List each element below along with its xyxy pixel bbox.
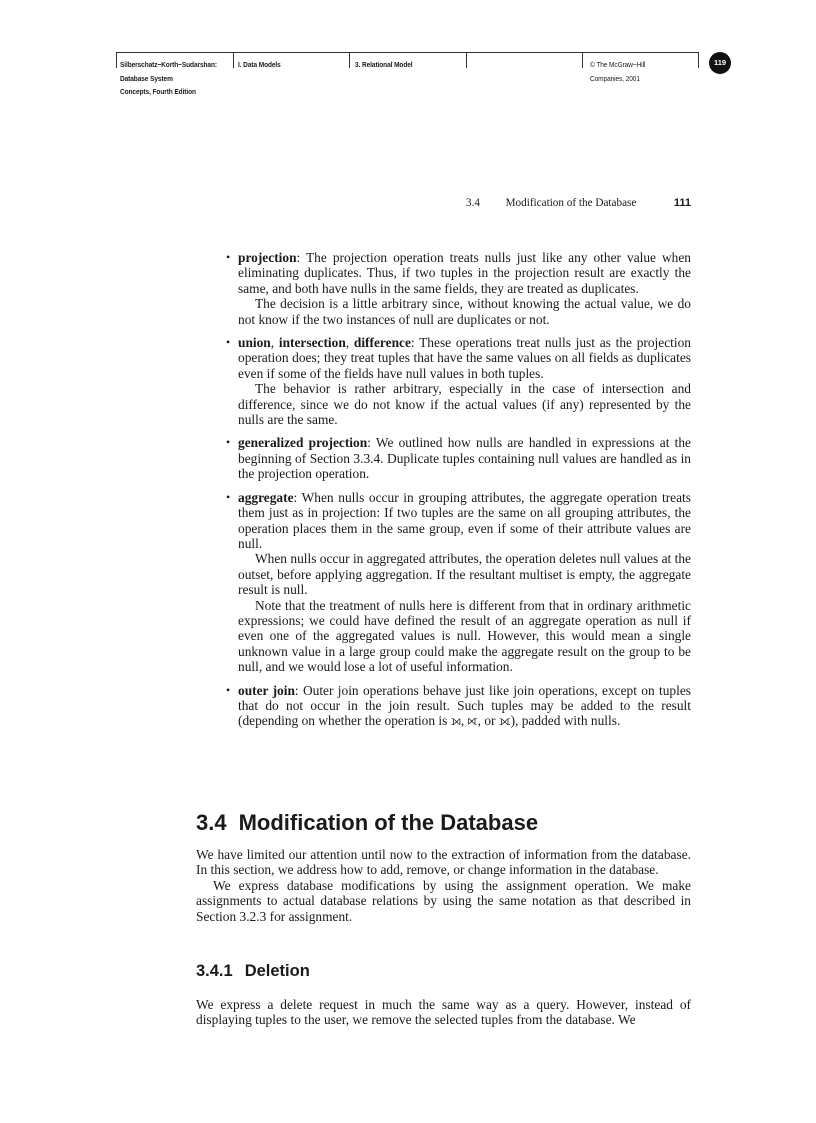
term-difference: difference <box>353 335 411 351</box>
header-edition: Concepts, Fourth Edition <box>120 87 196 96</box>
header-rule <box>116 52 698 53</box>
bullet-icon: • <box>226 250 231 264</box>
term-outer-join: outer join <box>238 682 295 698</box>
null-handling-list <box>222 250 691 737</box>
header-copyright-line2: Companies, 2001 <box>590 73 640 83</box>
running-head-title: Modification of the Database <box>505 197 637 209</box>
list-item <box>222 250 691 327</box>
header-divider <box>233 52 234 68</box>
item-text: : We outlined how nulls are handled in expressions at the beginning of Section 3.3.4. Duplicate tuples containing null values are handled as in the projection operation. <box>238 435 692 482</box>
header-authors: Silberschatz−Korth−Sudarshan: <box>120 60 217 69</box>
item-paragraph: Note that the treatment of nulls here is different from that in ordinary arithmetic expressions; we could have defined the result of an aggregate operation as null if even one of the aggregated values is null. However, this would mean a single unknown value in a large group could make the aggregate result on the group to be null, and we would lose a lot of useful information. <box>238 597 691 675</box>
list-item <box>222 490 691 675</box>
item-text: ), padded with nulls. <box>510 713 621 729</box>
header-divider <box>698 52 699 68</box>
item-text: : These operations treat nulls just as the projection operation does; they treat tuples that have the same values on all fields as duplicates even if some of the fields have null values in both tuples. <box>238 335 691 381</box>
item-paragraph: When nulls occur in aggregated attributes, the operation deletes null values at the outset, before applying aggregation. If the resultant multiset is empty, the aggregate result is null. <box>238 551 691 598</box>
header-book-info <box>120 58 217 99</box>
section-body <box>196 847 691 924</box>
full-outer-join-symbol: ⟗ <box>498 713 511 729</box>
header-divider <box>349 52 350 68</box>
body-paragraph: We express a delete request in much the same way as a query. However, instead of displaying tuples to the user, we remove the selected tuples from the database. We <box>196 997 691 1028</box>
term-intersection: intersection <box>278 335 346 351</box>
subsection-number: 3.4.1 <box>196 962 233 980</box>
page-number-badge: 119 <box>709 52 731 74</box>
item-text: : The projection operation treats nulls just like any other value when eliminating duplicates. Thus, if two tuples in the projection result are exactly the same, and both have nulls in the same fields, they are treated as duplicates. <box>238 250 691 296</box>
item-text: : When nulls occur in grouping attributes, the aggregate operation treats them just as in projection: If two tuples are the same on all grouping attributes, the operation places them in the same group, even if some of their attribute values are null. <box>238 489 691 551</box>
term-generalized-projection: generalized projection <box>238 435 368 451</box>
term-aggregate: aggregate <box>238 489 294 505</box>
term-projection: projection <box>238 250 297 265</box>
list-item: • union, intersection, difference: These operations treat nulls just as the projection operation does; they treat tuples that have the same values on all fields as duplicates even if some of the fields have null values in both tuples. The behavior is rather arbitrary, especially in the case of intersection and difference, since we do not know if the actual values (if any) represented by the nulls are the same. <box>226 335 691 428</box>
separator: , <box>460 713 468 729</box>
list-item <box>222 683 691 729</box>
header-copyright <box>590 58 645 85</box>
header-part: I. Data Models <box>238 60 281 69</box>
item-paragraph: The behavior is rather arbitrary, especially in the case of intersection and difference, since we do not know if the actual values (if any) represented by the nulls are the same. <box>238 381 691 428</box>
right-outer-join-symbol: ⟖ <box>467 713 478 729</box>
item-paragraph: The decision is a little arbitrary since, without knowing the actual value, we do not know if the two instances of null are duplicates or not. <box>238 296 691 327</box>
left-outer-join-symbol: ⟕ <box>450 713 461 729</box>
bullet-icon: • <box>226 682 231 697</box>
running-head-section: 3.4 <box>466 197 480 209</box>
running-head <box>466 197 691 209</box>
header-book-title: Database System <box>120 73 173 83</box>
term-union: union <box>238 335 271 351</box>
running-head-page: 111 <box>673 197 691 209</box>
item-text: : Outer join operations behave just like join operations, except on tuples that do not occur in the join result. Such tuples may be added to the result (depending on whether the operation is <box>238 682 691 729</box>
list-item <box>222 435 691 481</box>
header-divider <box>582 52 583 68</box>
section-heading <box>196 810 538 836</box>
body-paragraph: We have limited our attention until now to the extraction of information from the database. In this section, we address how to add, remove, or change information in the database. <box>196 847 691 878</box>
header-divider <box>116 52 117 68</box>
header-divider <box>466 52 467 68</box>
subsection-title: Deletion <box>244 962 310 980</box>
body-paragraph: We express database modifications by using the assignment operation. We make assignments to actual database relations by using the same notation as that described in Section 3.2.3 for assignment. <box>196 877 691 924</box>
subsection-body <box>196 997 691 1028</box>
section-number: 3.4 <box>196 810 227 835</box>
header-chapter: 3. Relational Model <box>355 60 413 69</box>
subsection-heading <box>196 962 310 981</box>
bullet-icon: • <box>226 335 231 350</box>
section-title: Modification of the Database <box>238 810 539 835</box>
bullet-icon: • <box>226 435 231 450</box>
bullet-icon: • <box>226 489 231 504</box>
separator: , or <box>477 713 499 729</box>
header-copyright-line1: © The McGraw−Hill <box>590 60 646 69</box>
